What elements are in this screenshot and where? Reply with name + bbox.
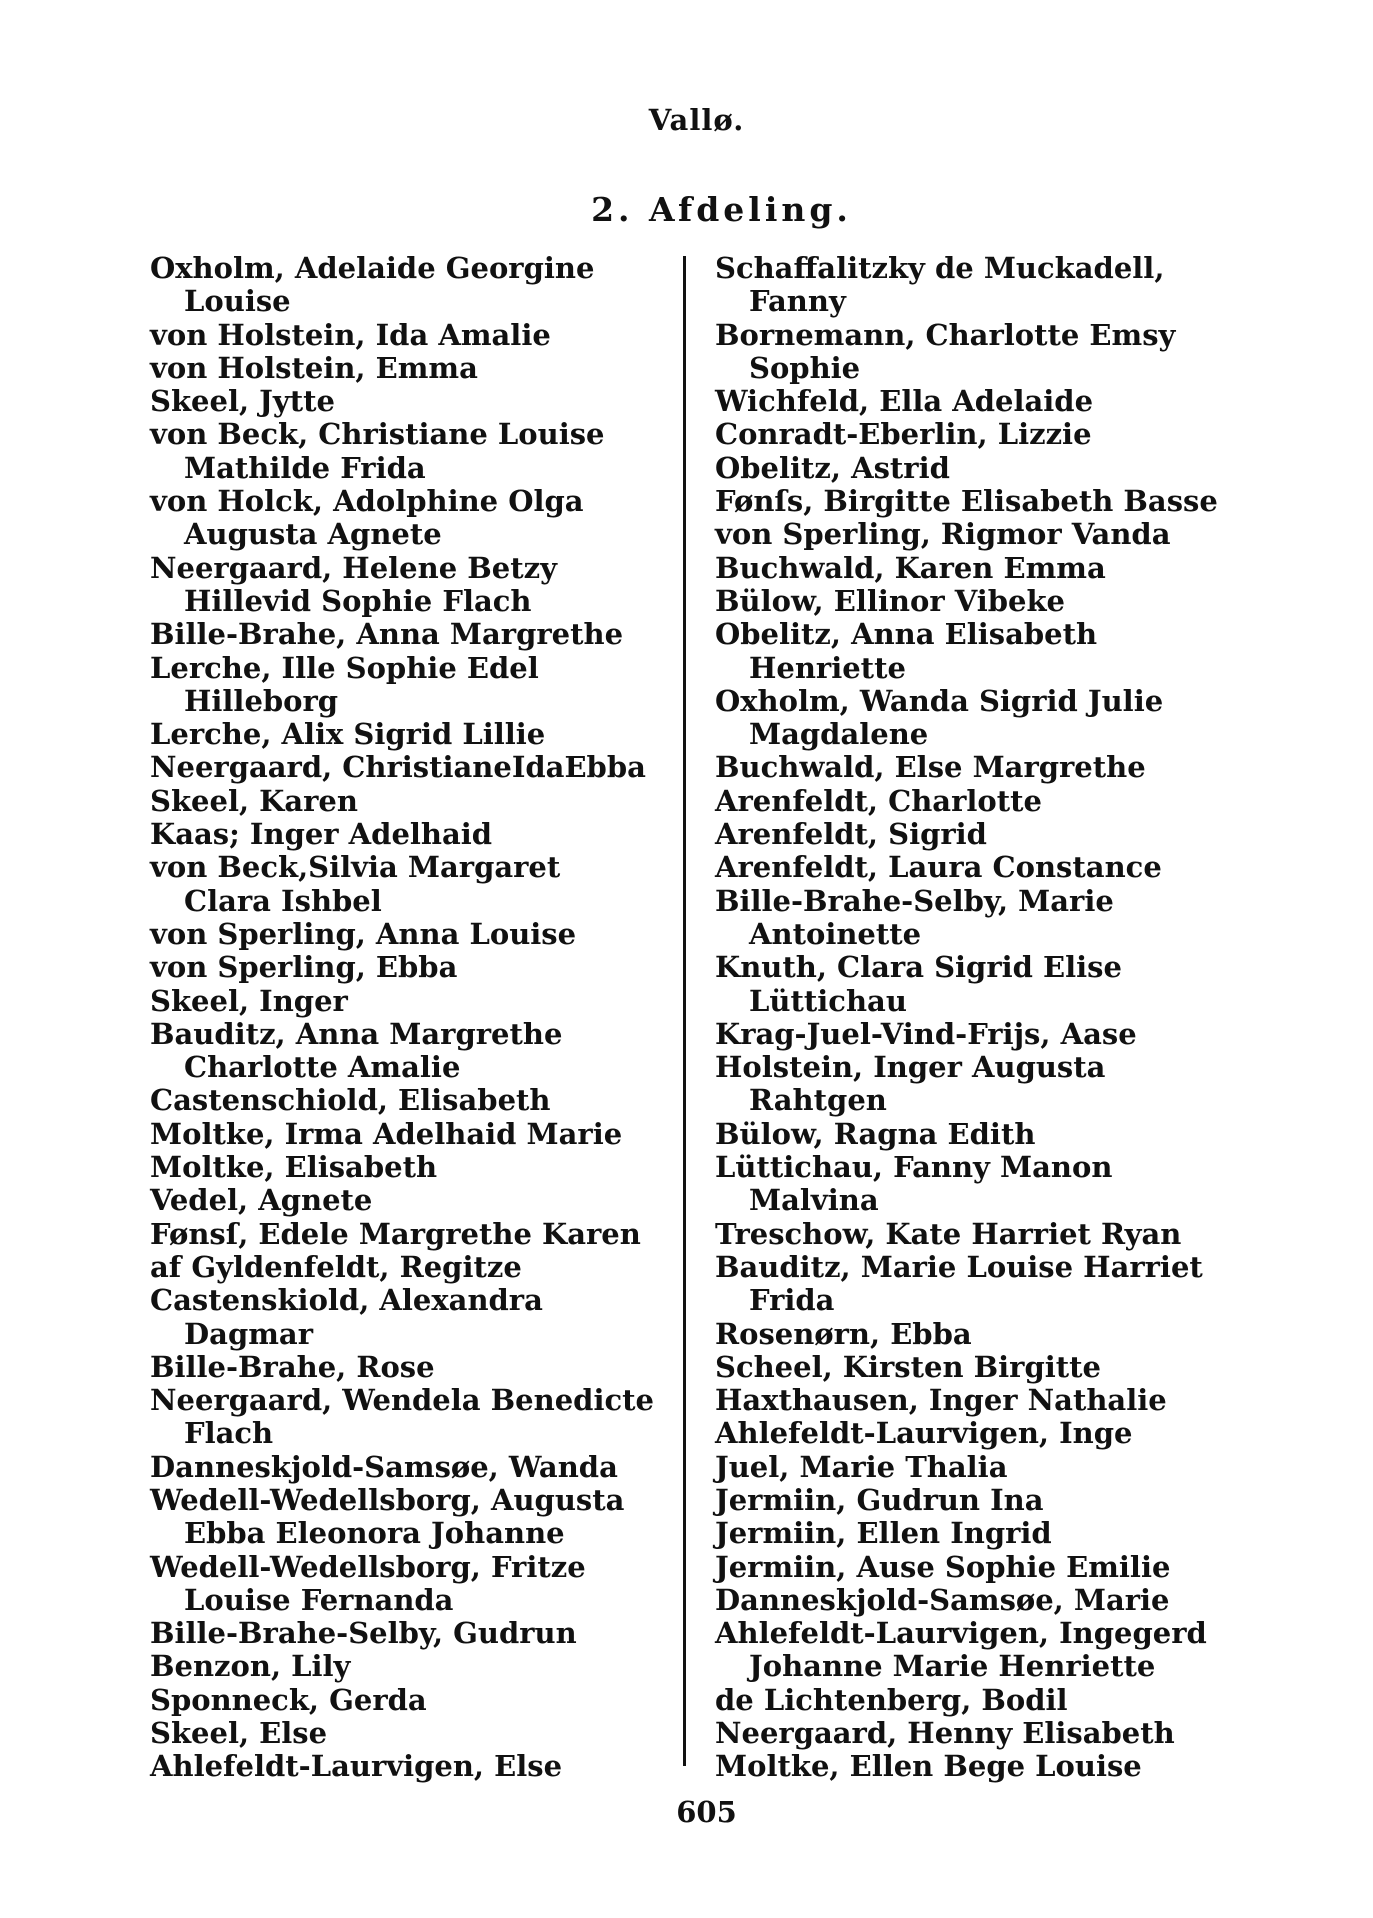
list-item: Jermiin, Gudrun Ina xyxy=(715,1482,1044,1517)
list-item: Skeel, Karen xyxy=(150,783,358,818)
list-item: Bülow, Ragna Edith xyxy=(715,1116,1036,1151)
list-item: Danneskjold-Samsøe, Wanda xyxy=(150,1449,618,1484)
list-item: Danneskjold-Samsøe, Marie xyxy=(715,1582,1170,1617)
list-item: Vedel, Agnete xyxy=(150,1183,373,1218)
right-name-column xyxy=(715,252,1225,1784)
list-item: Kaas; Inger Adelhaid xyxy=(150,817,493,852)
list-item: Buchwald, Karen Emma xyxy=(715,550,1106,585)
list-item: Juel, Marie Thalia xyxy=(715,1449,1008,1484)
list-item: Neergaard, Wendela Benedicte Flach xyxy=(150,1383,654,1451)
list-item: Jermiin, Ause Sophie Emilie xyxy=(715,1549,1171,1584)
list-item: Treschow, Kate Harriet Ryan xyxy=(715,1216,1182,1251)
list-item: von Sperling, Anna Louise xyxy=(150,916,577,951)
list-item: af Gyldenfeldt, Regitze xyxy=(150,1249,522,1284)
list-item: Holstein, Inger Augusta Rahtgen xyxy=(715,1050,1106,1118)
list-item: Rosenørn, Ebba xyxy=(715,1316,972,1351)
list-item: Wichfeld, Ella Adelaide xyxy=(715,384,1094,419)
column-divider xyxy=(683,256,686,1766)
list-item: Arenfeldt, Laura Constance xyxy=(715,850,1162,885)
list-item: Ahlefeldt-Laurvigen, Inge xyxy=(715,1416,1133,1451)
list-item: Fønſs, Birgitte Elisabeth Basse xyxy=(715,484,1218,519)
list-item: Scheel, Kirsten Birgitte xyxy=(715,1349,1101,1384)
list-item: Krag-Juel-Vind-Frijs, Aase xyxy=(715,1016,1137,1051)
list-item: de Lichtenberg, Bodil xyxy=(715,1682,1068,1717)
list-item: Skeel, Inger xyxy=(150,983,348,1018)
list-item: Skeel, Jytte xyxy=(150,384,335,419)
list-item: Buchwald, Else Margrethe xyxy=(715,750,1146,785)
list-item: Ahlefeldt-Laurvigen, Ingegerd Johanne Marie Henriette xyxy=(715,1616,1207,1684)
list-item: Moltke, Irma Adelhaid Marie xyxy=(150,1116,623,1151)
section-heading: 2. Afdeling. xyxy=(591,190,852,229)
list-item: von Beck,Silvia Margaret Clara Ishbel xyxy=(150,850,561,918)
list-item: Bauditz, Anna Margrethe Charlotte Amalie xyxy=(150,1016,563,1085)
list-item: Bille-Brahe, Rose xyxy=(150,1349,435,1384)
list-item: Moltke, Elisabeth xyxy=(150,1150,438,1185)
list-item: Lerche, Ille Sophie Edel Hilleborg xyxy=(150,650,539,718)
list-item: Sponneck, Gerda xyxy=(150,1682,427,1717)
page-title: Vallø. xyxy=(648,103,745,137)
list-item: Wedell-Wedellsborg, Fritze Louise Fernanda xyxy=(150,1549,586,1617)
list-item: von Holstein, Ida Amalie xyxy=(150,317,551,352)
list-item: Obelitz, Astrid xyxy=(715,450,950,485)
list-item: von Sperling, Rigmor Vanda xyxy=(715,517,1171,552)
list-item: Bornemann, Charlotte Emsy Sophie xyxy=(715,317,1176,385)
list-item: Fønsſ, Edele Margrethe Karen xyxy=(150,1216,641,1251)
list-item: Ahlefeldt-Laurvigen, Else xyxy=(150,1749,563,1784)
list-item: von Holstein, Emma xyxy=(150,350,478,385)
list-item: Neergaard, Henny Elisabeth xyxy=(715,1716,1175,1751)
list-item: Lüttichau, Fanny Manon Malvina xyxy=(715,1150,1113,1218)
page-number: 605 xyxy=(676,1795,737,1829)
list-item: Knuth, Clara Sigrid Elise Lüttichau xyxy=(715,950,1122,1018)
list-item: von Holck, Adolphine Olga Augusta Agnete xyxy=(150,484,584,552)
list-item: Oxholm, Wanda Sigrid Julie Magdalene xyxy=(715,683,1164,752)
list-item: Haxthausen, Inger Nathalie xyxy=(715,1383,1167,1418)
list-item: Neergaard, Helene Betzy Hillevid Sophie Flach xyxy=(150,550,557,618)
list-item: von Sperling, Ebba xyxy=(150,950,458,985)
list-item: Lerche, Alix Sigrid Lillie xyxy=(150,717,546,752)
list-item: Bauditz, Marie Louise Harriet Frida xyxy=(715,1249,1203,1318)
list-item: Arenfeldt, Charlotte xyxy=(715,783,1042,818)
list-item: Wedell-Wedellsborg, Augusta Ebba Eleonora Johanne xyxy=(150,1482,625,1551)
list-item: Oxholm, Adelaide Georgine Louise xyxy=(150,251,595,319)
list-item: Conradt-Eberlin, Lizzie xyxy=(715,417,1092,452)
list-item: Jermiin, Ellen Ingrid xyxy=(715,1516,1052,1551)
list-item: Moltke, Ellen Bege Louise xyxy=(715,1749,1142,1784)
list-item: Schaffalitzky de Muckadell, Fanny xyxy=(715,251,1165,319)
list-item: Benzon, Lily xyxy=(150,1649,351,1684)
list-item: Obelitz, Anna Elisabeth Henriette xyxy=(715,617,1098,685)
list-item: Arenfeldt, Sigrid xyxy=(715,817,987,852)
list-item: Bille-Brahe-Selby, Marie Antoinette xyxy=(715,883,1114,951)
list-item: Bille-Brahe-Selby, Gudrun xyxy=(150,1616,577,1651)
list-item: Castenskiold, Alexandra Dagmar xyxy=(150,1283,543,1351)
list-item: von Beck, Christiane Louise Mathilde Frida xyxy=(150,417,605,485)
list-item: Bille-Brahe, Anna Margrethe xyxy=(150,617,624,652)
left-name-column xyxy=(150,252,655,1784)
list-item: Bülow, Ellinor Vibeke xyxy=(715,583,1065,618)
list-item: Neergaard, ChristianeIdaEbba xyxy=(150,750,646,785)
list-item: Skeel, Else xyxy=(150,1716,328,1751)
list-item: Castenschiold, Elisabeth xyxy=(150,1083,551,1118)
